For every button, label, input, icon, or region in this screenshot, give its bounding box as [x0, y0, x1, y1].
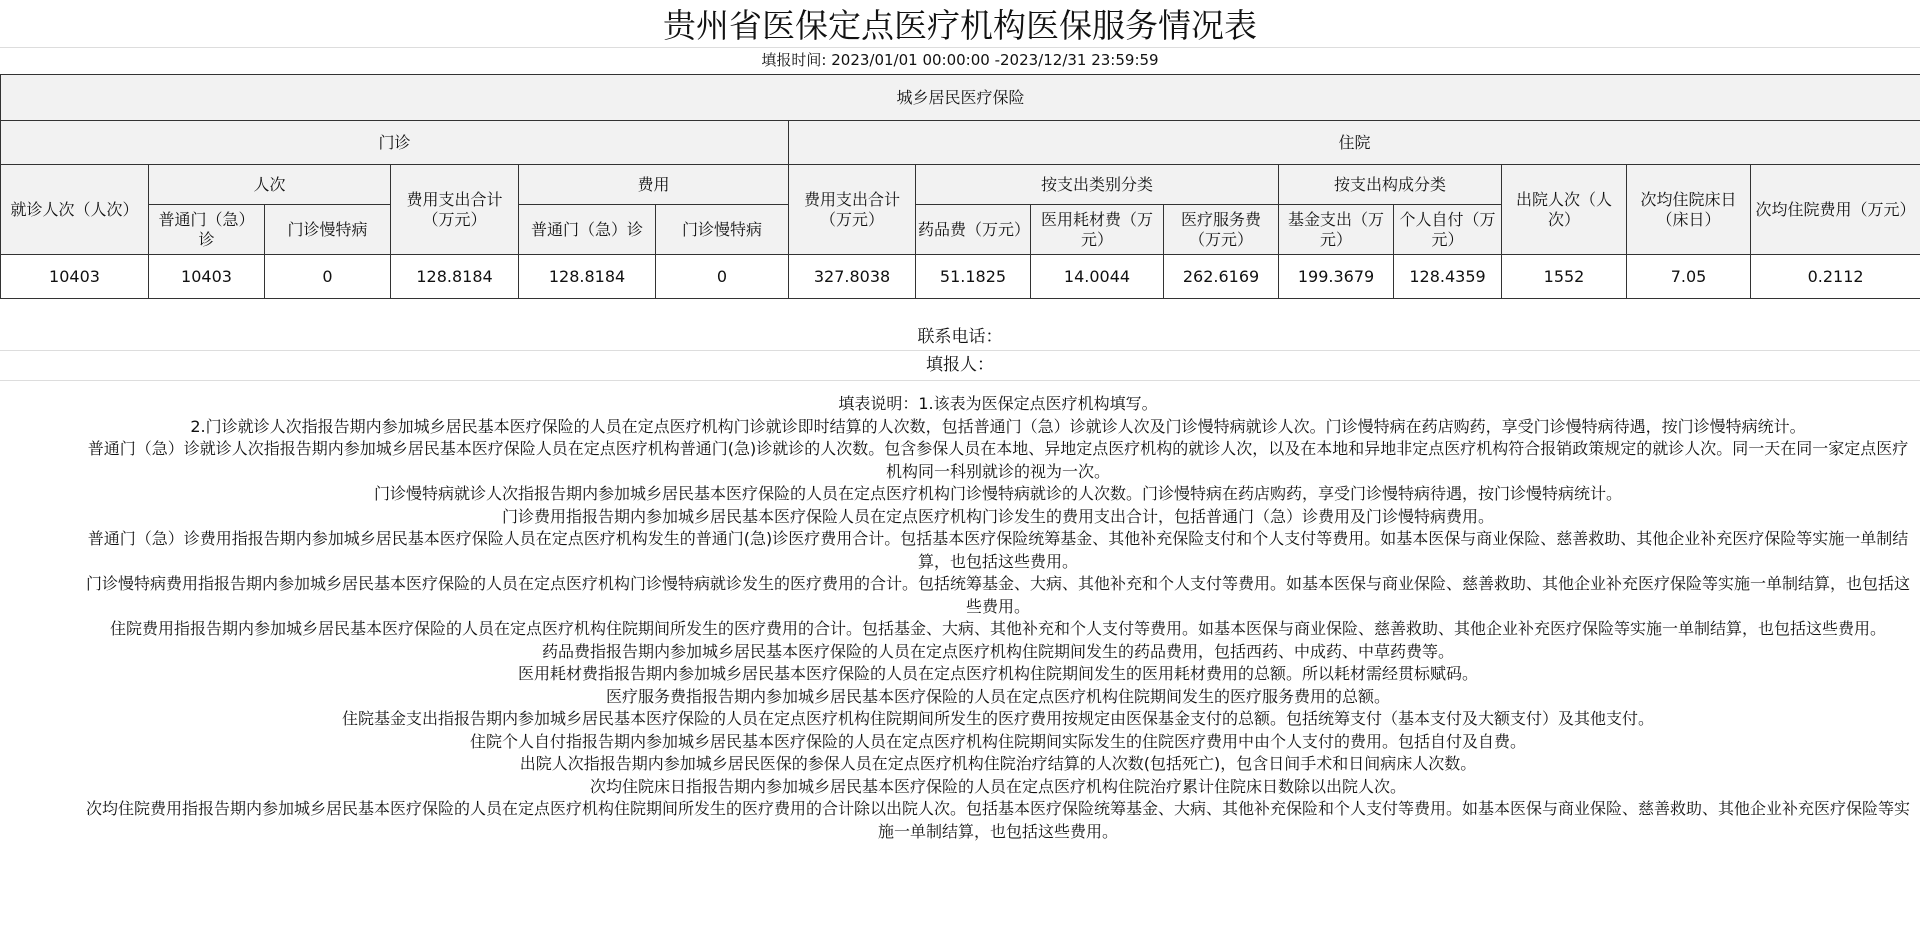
- table-header-row: [1, 121, 1920, 165]
- table-cell: 7.05: [1627, 255, 1751, 299]
- note-paragraph: 2.门诊就诊人次指报告期内参加城乡居民基本医疗保险的人员在定点医疗机构门诊就诊即时结算的人次数，包括普通门（急）诊就诊人次及门诊慢特病就诊人次。门诊慢特病在药店购药，享受门诊慢特病待遇，按门诊慢特病统计。: [190, 416, 1806, 436]
- by-category-header: 按支出类别分类: [916, 165, 1279, 205]
- table-cell: 0: [656, 255, 789, 299]
- outpatient-cost-group-header: 费用: [519, 165, 789, 205]
- table-cell: 51.1825: [916, 255, 1031, 299]
- note-paragraph: 门诊费用指报告期内参加城乡居民基本医疗保险人员在定点医疗机构门诊发生的费用支出合计，包括普通门（急）诊费用及门诊慢特病费用。: [501, 506, 1494, 526]
- note-paragraph: 住院个人自付指报告期内参加城乡居民基本医疗保险的人员在定点医疗机构住院期间实际发生的住院医疗费用中由个人支付的费用。包括自付及自费。: [469, 731, 1526, 751]
- insurance-category-header: 城乡居民医疗保险: [1, 75, 1920, 121]
- fund-payment-header: 基金支出（万元）: [1279, 205, 1394, 255]
- table-header-row: [1, 75, 1920, 121]
- table-header-row: [1, 165, 1920, 205]
- table-cell: 128.8184: [391, 255, 519, 299]
- note-paragraph: 填表说明：1.该表为医保定点医疗机构填写。: [838, 394, 1158, 413]
- table-row: [1, 255, 1920, 299]
- note-paragraph: 普通门（急）诊就诊人次指报告期内参加城乡居民基本医疗保险人员在定点医疗机构普通门(急)诊就诊的人次数。包含参保人员在本地、异地定点医疗机构的就诊人次，以及在本地和异地非定点医疗机构符合报销政策规定的就诊人次。同一天在同一家定点医疗机构同一科别就诊的视为一次。: [87, 439, 1909, 481]
- note-paragraph: 医疗服务费指报告期内参加城乡居民基本医疗保险的人员在定点医疗机构住院期间发生的医疗服务费用的总额。: [605, 686, 1390, 706]
- table-cell: 128.8184: [519, 255, 656, 299]
- bed-days-header: 次均住院床日（床日）: [1627, 165, 1751, 255]
- visits-group-header: 人次: [149, 165, 391, 205]
- ordinary-visits-header: 普通门（急）诊: [149, 205, 265, 255]
- table-cell: 1552: [1502, 255, 1627, 299]
- report-table: [0, 74, 1920, 299]
- note-paragraph: 住院费用指报告期内参加城乡居民基本医疗保险的人员在定点医疗机构住院期间所发生的医疗费用的合计。包括基金、大病、其他补充和个人支付等费用。如基本医保与商业保险、慈善救助、其他企业补充医疗保险等实施一单制结算，也包括这些费用。: [109, 619, 1886, 638]
- table-cell: 327.8038: [789, 255, 916, 299]
- visits-total-header: 就诊人次（人次）: [1, 165, 149, 255]
- table-cell: 199.3679: [1279, 255, 1394, 299]
- table-cell: 0.2112: [1751, 255, 1920, 299]
- self-pay-header: 个人自付（万元）: [1394, 205, 1502, 255]
- note-paragraph: 门诊慢特病就诊人次指报告期内参加城乡居民基本医疗保险的人员在定点医疗机构门诊慢特病就诊的人次数。门诊慢特病在药店购药，享受门诊慢特病待遇，按门诊慢特病统计。: [373, 484, 1622, 503]
- table-cell: 262.6169: [1164, 255, 1279, 299]
- inpatient-total-cost-header: 费用支出合计（万元）: [789, 165, 916, 255]
- filler-label: 填报人：: [926, 355, 994, 375]
- by-composition-header: 按支出构成分类: [1279, 165, 1502, 205]
- divider: [0, 380, 1920, 381]
- note-paragraph: 药品费指报告期内参加城乡居民基本医疗保险的人员在定点医疗机构住院期间发生的药品费用，包括西药、中成药、中草药费等。: [541, 641, 1454, 661]
- note-paragraph: 医用耗材费指报告期内参加城乡居民基本医疗保险的人员在定点医疗机构住院期间发生的医用耗材费用的总额。所以耗材需经贯标赋码。: [517, 664, 1478, 683]
- discharges-header: 出院人次（人次）: [1502, 165, 1627, 255]
- outpatient-header: 门诊: [1, 121, 789, 165]
- table-cell: 128.4359: [1394, 255, 1502, 299]
- chronic-cost-header: 门诊慢特病: [656, 205, 789, 255]
- service-cost-header: 医疗服务费（万元）: [1164, 205, 1279, 255]
- report-period: 填报时间: 2023/01/01 00:00:00 -2023/12/31 23:59:59: [761, 51, 1159, 69]
- note-paragraph: 次均住院费用指报告期内参加城乡居民基本医疗保险的人员在定点医疗机构住院期间所发生的医疗费用的合计除以出院人次。包括基本医疗保险统筹基金、大病、其他补充保险和个人支付等费用。如基本医保与商业保险、慈善救助、其他企业补充医疗保险等实施一单制结算，也包括这些费用。: [86, 799, 1911, 841]
- outpatient-total-cost-header: 费用支出合计（万元）: [391, 165, 519, 255]
- note-paragraph: 住院基金支出指报告期内参加城乡居民基本医疗保险的人员在定点医疗机构住院期间所发生的医疗费用按规定由医保基金支付的总额。包括统筹支付（基本支付及大额支付）及其他支付。: [341, 709, 1654, 728]
- table-cell: 10403: [1, 255, 149, 299]
- table-cell: 10403: [149, 255, 265, 299]
- chronic-visits-header: 门诊慢特病: [265, 205, 391, 255]
- inpatient-header: 住院: [789, 121, 1920, 165]
- table-cell: 0: [265, 255, 391, 299]
- note-paragraph: 普通门（急）诊费用指报告期内参加城乡居民基本医疗保险人员在定点医疗机构发生的普通门(急)诊医疗费用合计。包括基本医疗保险统筹基金、其他补充保险支付和个人支付等费用。如基本医保与商业保险、慈善救助、其他企业补充医疗保险等实施一单制结算，也包括这些费用。: [87, 529, 1909, 571]
- note-paragraph: 次均住院床日指报告期内参加城乡居民基本医疗保险的人员在定点医疗机构住院治疗累计住院床日数除以出院人次。: [589, 776, 1406, 796]
- drug-cost-header: 药品费（万元）: [916, 205, 1031, 255]
- filling-instructions: [86, 393, 1910, 843]
- avg-cost-header: 次均住院费用（万元）: [1751, 165, 1920, 255]
- table-cell: 14.0044: [1031, 255, 1164, 299]
- ordinary-cost-header: 普通门（急）诊: [519, 205, 656, 255]
- note-paragraph: 出院人次指报告期内参加城乡居民医保的参保人员在定点医疗机构住院治疗结算的人次数(包括死亡)，包含日间手术和日间病床人次数。: [519, 754, 1477, 773]
- material-cost-header: 医用耗材费（万元）: [1031, 205, 1164, 255]
- contact-phone-label: 联系电话：: [917, 327, 1003, 347]
- note-paragraph: 门诊慢特病费用指报告期内参加城乡居民基本医疗保险的人员在定点医疗机构门诊慢特病就诊发生的医疗费用的合计。包括统筹基金、大病、其他补充和个人支付等费用。如基本医保与商业保险、慈善救助、其他企业补充医疗保险等实施一单制结算，也包括这些费用。: [86, 574, 1911, 616]
- page-title: 贵州省医保定点医疗机构医保服务情况表: [663, 6, 1257, 45]
- divider: [0, 350, 1920, 351]
